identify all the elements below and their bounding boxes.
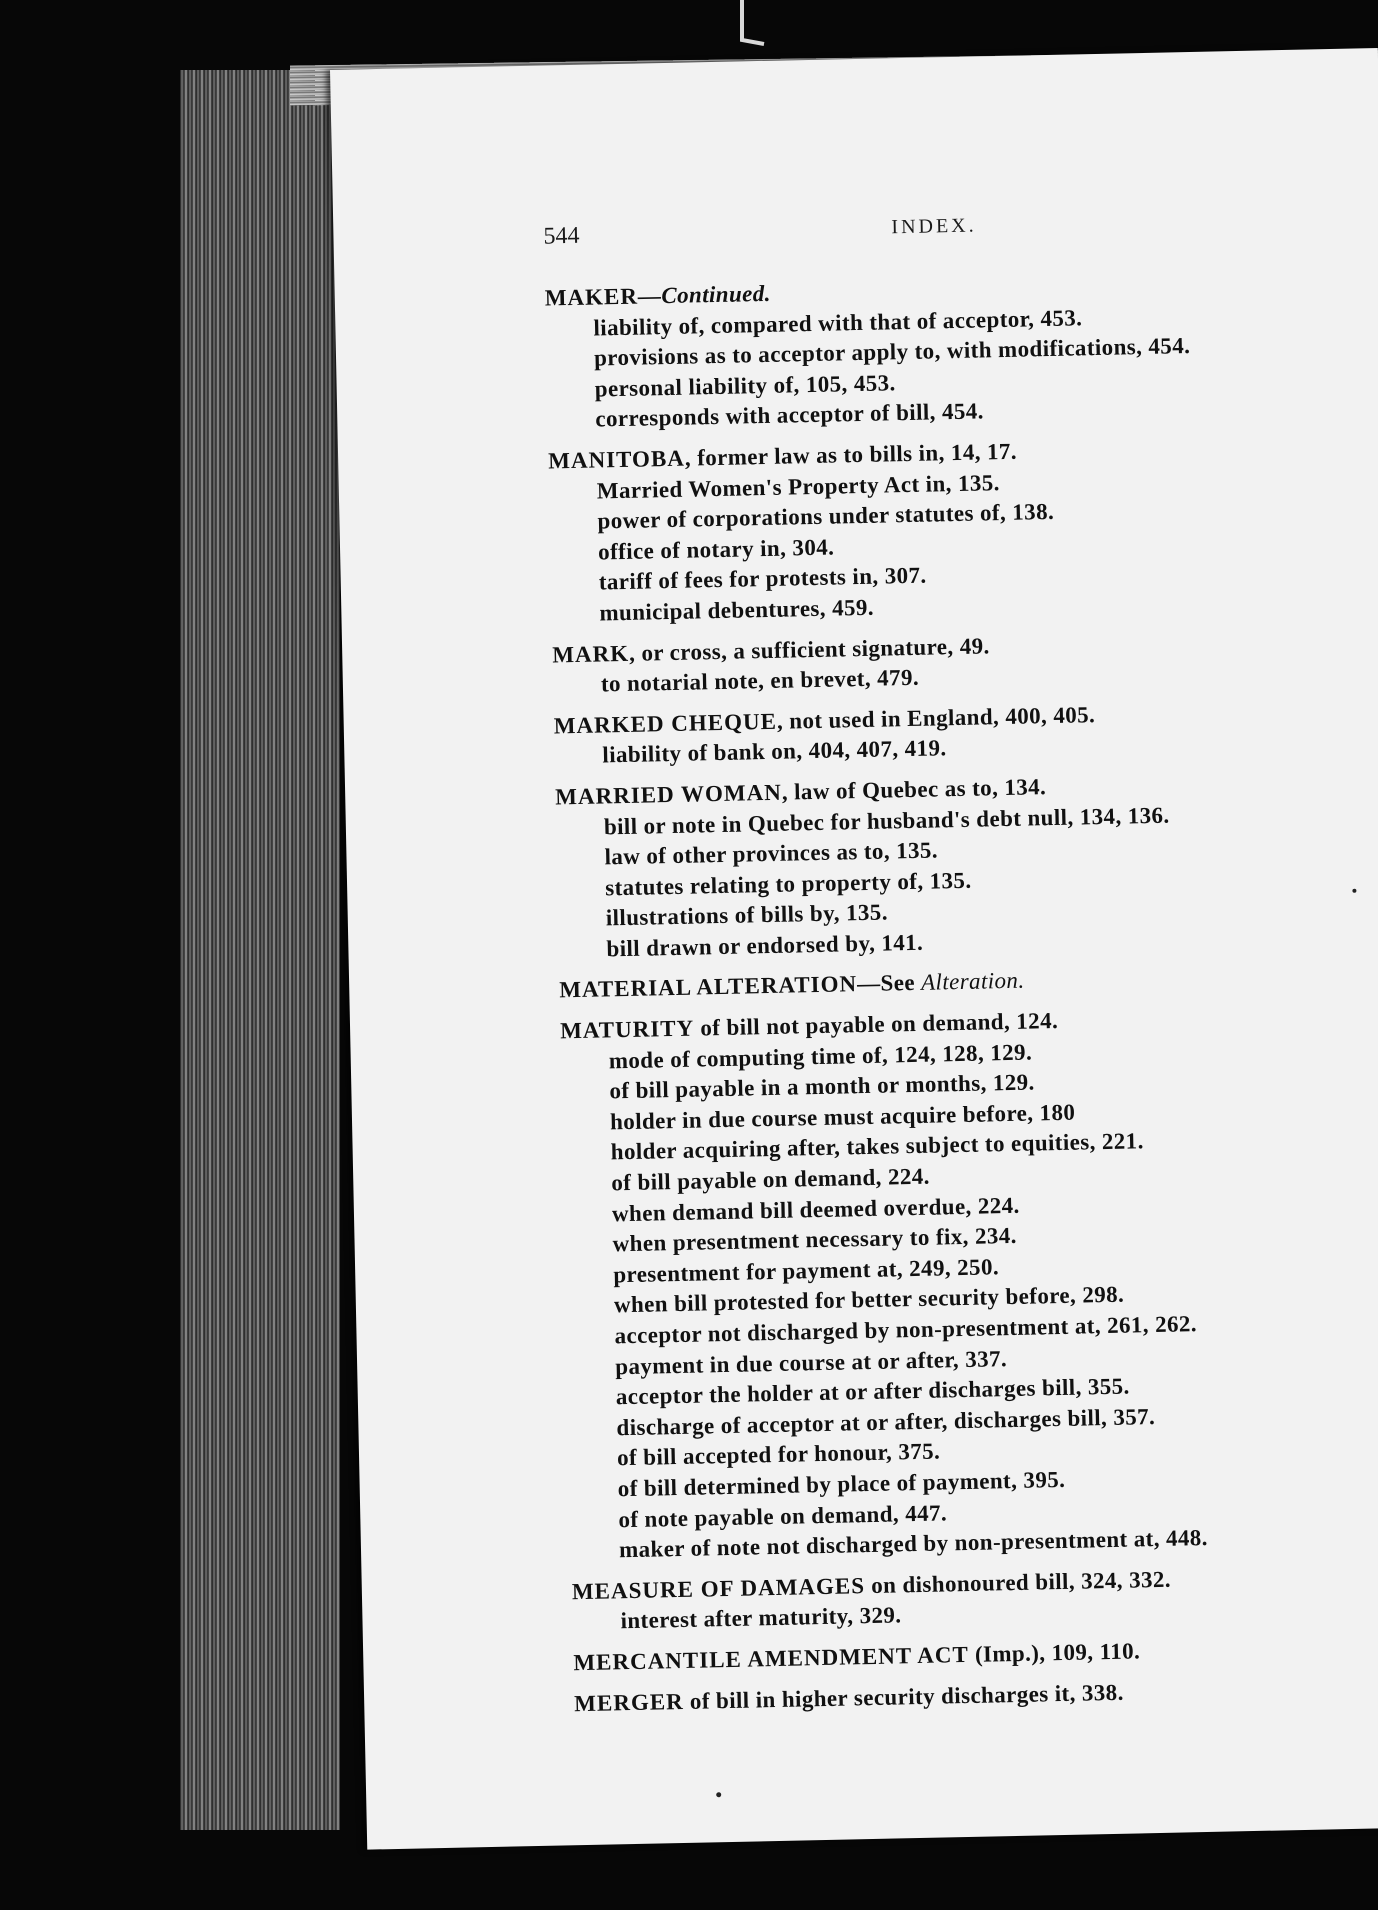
cross-reference: Alteration. xyxy=(920,968,1025,996)
index-subentry: provisions as to acceptor apply to, with modifications, 454. xyxy=(593,333,1191,371)
index-subentry: of note payable on demand, 447. xyxy=(618,1499,948,1532)
index-subentry: corresponds with acceptor of bill, 454. xyxy=(595,398,985,432)
index-subentry: mode of computing time of, 124, 128, 129. xyxy=(608,1039,1033,1074)
index-subentry: bill or note in Quebec for husband's debt null, 134, 136. xyxy=(603,802,1170,839)
index-term: MATURITY xyxy=(559,1015,695,1044)
index-subentry: payment in due course at or after, 337. xyxy=(614,1345,1008,1379)
index-heading xyxy=(559,959,1378,1007)
index-subentry: office of notary in, 304. xyxy=(597,534,835,565)
page-header xyxy=(543,208,1303,254)
index-subentry: when presentment necessary to fix, 234. xyxy=(612,1223,1018,1257)
index-subentry: law of other provinces as to, 135. xyxy=(604,837,939,870)
index-term: MARK xyxy=(552,640,630,668)
index-subentry: presentment for payment at, 249, 250. xyxy=(613,1254,1000,1288)
index-subentry: power of corporations under statutes of, 138. xyxy=(597,499,1055,534)
index-subentry: personal liability of, 105, 453. xyxy=(594,370,896,402)
index-heading xyxy=(573,1631,1378,1679)
index-subentry: tariff of fees for protests in, 307. xyxy=(598,562,927,595)
index-term: MERGER xyxy=(573,1688,684,1716)
index-subentry: of bill accepted for honour, 375. xyxy=(616,1438,941,1471)
pencil-mark-icon xyxy=(738,0,768,48)
index-subentry: of bill payable in a month or months, 129. xyxy=(609,1069,1035,1104)
index-heading-text: , or cross, a sufficient signature, 49. xyxy=(628,632,990,666)
index-page xyxy=(330,48,1378,1850)
index-subentry: liability of bank on, 404, 407, 419. xyxy=(602,735,947,768)
index-subentry: acceptor not discharged by non-presentment at, 261, 262. xyxy=(614,1311,1198,1349)
continued-label: —Continued. xyxy=(637,280,772,309)
index-subentry: holder acquiring after, takes subject to equities, 221. xyxy=(610,1128,1144,1165)
index-heading-text: , law of Quebec as to, 134. xyxy=(781,774,1047,805)
index-heading-text: on dishonoured bill, 324, 332. xyxy=(864,1566,1172,1598)
index-heading-text: (Imp.), 109, 110. xyxy=(968,1638,1141,1667)
index-subentry: maker of note not discharged by non-presentment at, 448. xyxy=(618,1525,1209,1563)
index-subentry: discharge of acceptor at or after, discharges bill, 357. xyxy=(616,1403,1156,1441)
index-subentry: of bill payable on demand, 224. xyxy=(611,1163,931,1196)
speck-dot xyxy=(1352,889,1356,893)
index-term: MANITOBA xyxy=(547,445,686,474)
index-subentry: Married Women's Property Act in, 135. xyxy=(596,469,1001,504)
index-subentry: acceptor the holder at or after discharges bill, 355. xyxy=(615,1373,1130,1410)
index-term: MAKER xyxy=(544,283,639,311)
index-heading-text: , former law as to bills in, 14, 17. xyxy=(684,438,1018,471)
page-number: 544 xyxy=(543,222,580,250)
page-edges xyxy=(180,70,340,1830)
index-term: MERCANTILE AMENDMENT ACT xyxy=(573,1641,970,1676)
index-subentry: when demand bill deemed overdue, 224. xyxy=(611,1192,1020,1226)
index-subentry: interest after maturity, 329. xyxy=(620,1602,902,1634)
index-subentry: when bill protested for better security before, 298. xyxy=(613,1282,1125,1318)
index-term: MARRIED WOMAN xyxy=(555,779,783,810)
index-term: MEASURE OF DAMAGES xyxy=(571,1572,866,1605)
index-subentry: municipal debentures, 459. xyxy=(599,594,875,626)
index-term: MATERIAL ALTERATION xyxy=(559,971,858,1003)
index-heading xyxy=(574,1672,1378,1720)
index-subentry: statutes relating to property of, 135. xyxy=(604,867,972,901)
index-term: MARKED CHEQUE xyxy=(553,708,778,739)
index-subentry: illustrations of bills by, 135. xyxy=(605,899,889,931)
index-subentry: bill drawn or endorsed by, 141. xyxy=(606,929,924,962)
index-subentry: of bill determined by place of payment, 395. xyxy=(617,1466,1066,1502)
index-subentry: holder in due course must acquire before, 180 xyxy=(609,1099,1076,1135)
running-head: INDEX. xyxy=(891,214,977,239)
index-heading-text: of bill in higher security discharges it, 338. xyxy=(683,1679,1124,1714)
index-subentry: to notarial note, en brevet, 479. xyxy=(600,664,920,697)
index-subentry: liability of, compared with that of acceptor, 453. xyxy=(593,304,1083,341)
index-heading-text: of bill not payable on demand, 124. xyxy=(693,1008,1059,1041)
index-heading-text: —See xyxy=(856,970,922,997)
index-entries xyxy=(545,266,1378,1719)
index-heading-text: , not used in England, 400, 405. xyxy=(776,701,1096,734)
speck-dot xyxy=(716,1792,721,1797)
